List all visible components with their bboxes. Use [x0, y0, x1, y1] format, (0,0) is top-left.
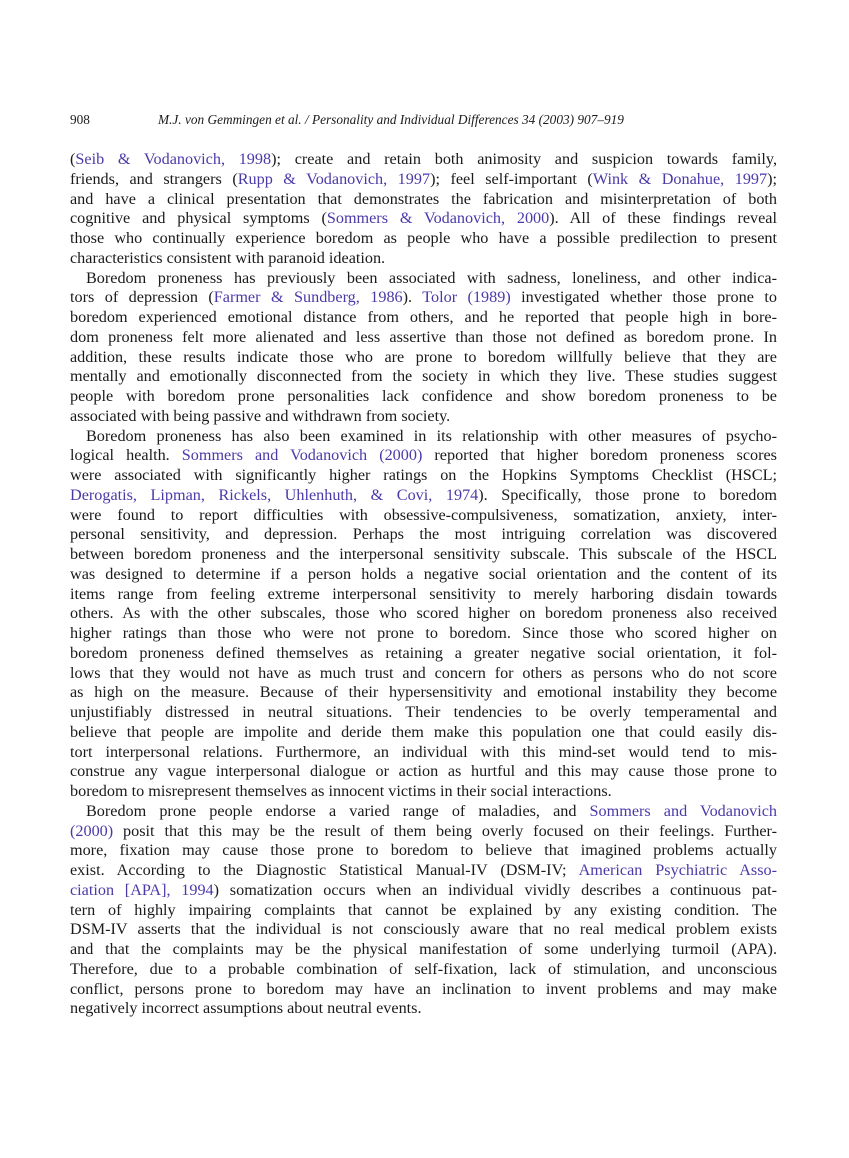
paragraph [70, 427, 777, 802]
text-segment: exist. According to the Diagnostic Statistical Manual-IV (DSM-IV; [70, 861, 579, 879]
text-line [70, 664, 777, 684]
text-segment: items range from feeling extreme interpersonal sensitivity to merely harboring disdain towards [70, 584, 777, 603]
text-segment: between boredom proneness and the interpersonal sensitivity subscale. This subscale of the HSCL [70, 545, 777, 563]
text-segment: reported that higher boredom proneness scores [422, 446, 777, 465]
text-line [70, 387, 777, 407]
citation-link[interactable]: Farmer & Sundberg, 1986 [213, 288, 403, 307]
text-line [70, 901, 777, 921]
text-segment: cognitive and physical symptoms ( [70, 209, 327, 228]
text-line [70, 782, 777, 802]
text-line [70, 703, 777, 723]
text-line [70, 644, 777, 664]
text-segment: ( [70, 150, 76, 168]
text-segment: ). All of these findings reveal [549, 209, 777, 228]
text-line [70, 269, 777, 289]
text-segment: others. As with the other subscales, those who scored higher on boredom proneness also received [70, 604, 777, 623]
text-segment: mentally and emotionally disconnected from the society in which they live. These studies suggest [70, 367, 777, 386]
text-segment: personal sensitivity, and depression. Perhaps the most intriguing correlation was discovered [70, 525, 777, 544]
text-segment: logical health. [70, 446, 182, 465]
text-segment: ). [402, 288, 423, 307]
text-segment: characteristics consistent with paranoid ideation. [70, 248, 386, 267]
text-line [70, 407, 777, 427]
citation-link[interactable]: Sommers and Vodanovich [589, 801, 777, 820]
text-segment: friends, and strangers ( [70, 169, 238, 188]
text-segment: ); create and retain both animosity and suspicion towards family, [271, 150, 777, 168]
citation-link[interactable]: Derogatis, Lipman, Rickels, Uhlenhuth, & Covi, 1974 [70, 485, 479, 504]
paragraph [70, 150, 777, 269]
text-line [70, 328, 777, 348]
text-segment: believe that people are impolite and deride them make this population one that could easily dis- [70, 722, 777, 741]
text-line [70, 427, 777, 447]
text-segment: ); feel self-important ( [430, 169, 593, 188]
text-segment: boredom proneness defined themselves as retaining a greater negative social orientation, it fol- [70, 643, 777, 662]
text-segment: dom proneness felt more alienated and less assertive than those not defined as boredom prone. In [70, 327, 777, 346]
text-segment: were found to report difficulties with obsessive-compulsiveness, somatization, anxiety, inter- [70, 505, 777, 524]
text-segment: boredom experienced emotional distance from others, and he reported that people high in bore- [70, 308, 777, 326]
text-segment: and that the complaints may be the physical manifestation of some underlying turmoil (APA). [70, 940, 777, 958]
text-segment: DSM-IV asserts that the individual is not consciously aware that no real medical problem exists [70, 920, 777, 939]
text-segment: unjustifiably distressed in neutral situations. Their tendencies to be overly temperamental and [70, 703, 777, 721]
text-line [70, 545, 777, 565]
text-line [70, 565, 777, 585]
text-segment: investigated whether those prone to [510, 288, 777, 307]
text-segment: boredom to misrepresent themselves as innocent victims in their social interactions. [70, 782, 612, 800]
text-segment: tors of depression ( [70, 288, 214, 307]
text-line [70, 604, 777, 624]
text-line [70, 466, 777, 486]
text-segment: as high on the measure. Because of their hypersensitivity and emotional instability they become [70, 683, 777, 702]
text-line [70, 683, 777, 703]
text-segment: addition, these results indicate those who are prone to boredom willfully believe that they are [70, 347, 777, 366]
text-line [70, 999, 777, 1019]
text-line [70, 190, 777, 210]
text-line [70, 308, 777, 328]
text-line [70, 486, 777, 506]
text-segment: people with boredom prone personalities lack confidence and show boredom proneness to be [70, 387, 777, 405]
article-body [70, 150, 777, 1019]
text-line [70, 940, 777, 960]
text-segment: those who continually experience boredom as people who have a possible predilection to present [70, 229, 777, 247]
text-segment: ); [767, 169, 777, 188]
text-segment: associated with being passive and withdrawn from society. [70, 406, 451, 425]
citation-link[interactable]: American Psychiatric Asso- [578, 861, 777, 879]
text-line [70, 446, 777, 466]
text-line [70, 150, 777, 170]
text-line [70, 288, 777, 308]
text-segment: tern of highly impairing complaints that cannot be explained by any existing condition. The [70, 900, 777, 919]
text-line [70, 525, 777, 545]
text-line [70, 585, 777, 605]
citation-link[interactable]: Seib & Vodanovich, 1998 [75, 150, 272, 168]
text-segment: Boredom proneness has also been examined in its relationship with other measures of psycho- [86, 426, 777, 445]
text-segment: ). Specifically, those prone to boredom [478, 485, 777, 504]
text-segment: Therefore, due to a probable combination of self-fixation, lack of stimulation, and unconscious [70, 959, 777, 978]
text-line [70, 960, 777, 980]
text-segment: conflict, persons prone to boredom may have an inclination to invent problems and may make [70, 979, 777, 998]
text-line [70, 762, 777, 782]
text-segment: higher ratings than those who were not prone to boredom. Since those who scored higher on [70, 624, 777, 642]
text-line [70, 170, 777, 190]
text-segment: ) somatization occurs when an individual vividly describes a continuous pat- [213, 880, 777, 899]
text-segment: posit that this may be the result of them being overly focused on their feelings. Further- [113, 821, 777, 840]
text-line [70, 743, 777, 763]
text-line [70, 506, 777, 526]
citation-link[interactable]: Rupp & Vodanovich, 1997 [237, 169, 431, 188]
citation-link[interactable]: (2000) [70, 821, 114, 840]
text-segment: negatively incorrect assumptions about neutral events. [70, 999, 422, 1018]
page-number: 908 [70, 112, 90, 127]
text-line [70, 861, 777, 881]
text-line [70, 624, 777, 644]
text-segment: construe any vague interpersonal dialogue or action as hurtful and this may cause those prone to [70, 762, 777, 781]
text-line [70, 881, 777, 901]
text-line [70, 367, 777, 387]
text-segment: were associated with significantly higher ratings on the Hopkins Symptoms Checklist (HSCL; [70, 466, 777, 484]
text-line [70, 723, 777, 743]
text-line [70, 249, 777, 269]
paragraph [70, 269, 777, 427]
running-head: M.J. von Gemmingen et al. / Personality and Individual Differences 34 (2003) 907–919 [158, 112, 624, 127]
page-header [70, 108, 777, 132]
text-segment: lows that they would not have as much trust and concern for others as persons who do not score [70, 663, 777, 682]
text-line [70, 229, 777, 249]
text-line [70, 209, 777, 229]
text-line [70, 920, 777, 940]
text-line [70, 802, 777, 822]
citation-link[interactable]: Tolor (1989) [422, 288, 511, 307]
text-line [70, 980, 777, 1000]
text-line [70, 348, 777, 368]
citation-link[interactable]: ciation [APA], 1994 [70, 880, 214, 899]
citation-link[interactable]: Sommers and Vodanovich (2000) [181, 446, 423, 465]
text-segment: more, fixation may cause those prone to boredom to believe that imagined problems actually [70, 841, 777, 860]
article-page [70, 108, 777, 1019]
citation-link[interactable]: Sommers & Vodanovich, 2000 [326, 209, 550, 228]
text-segment: and have a clinical presentation that demonstrates the fabrication and misinterpretation of both [70, 189, 777, 208]
text-line [70, 822, 777, 842]
text-line [70, 841, 777, 861]
text-segment: tort interpersonal relations. Furthermore, an individual with this mind-set would tend to mis- [70, 742, 777, 761]
text-segment: Boredom proneness has previously been associated with sadness, loneliness, and other indica- [86, 268, 777, 287]
text-segment: was designed to determine if a person holds a negative social orientation and the content of its [70, 564, 777, 583]
paragraph [70, 802, 777, 1019]
citation-link[interactable]: Wink & Donahue, 1997 [592, 169, 768, 188]
text-segment: Boredom prone people endorse a varied range of maladies, and [86, 801, 590, 820]
